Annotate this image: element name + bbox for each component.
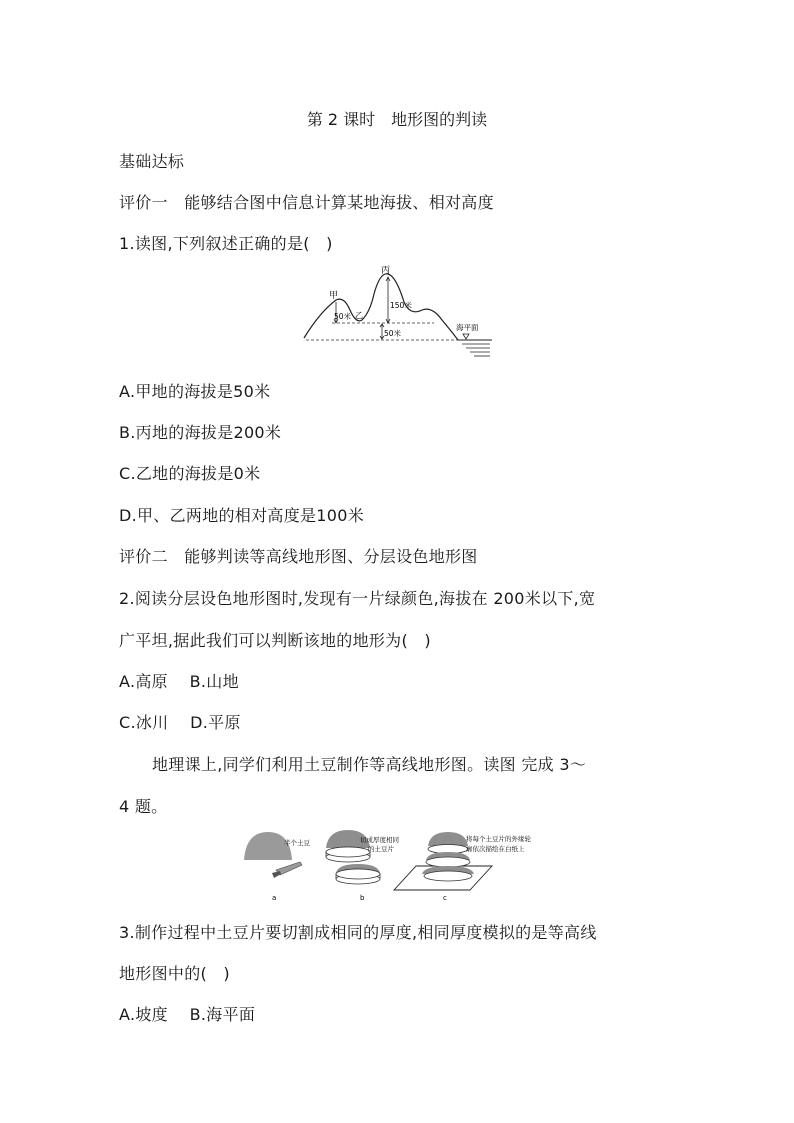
intro-line-1: 地理课上,同学们利用土豆制作等高线地形图。读图 完成 3～ <box>152 755 587 774</box>
intro-line-2: 4 题。 <box>119 797 168 816</box>
question-1-option-a: A.甲地的海拔是50米 <box>119 382 271 401</box>
question-1-stem: 1.读图,下列叙述正确的是( ) <box>119 234 333 253</box>
section-heading: 基础达标 <box>119 152 185 171</box>
trace-label-line-1: 将每个土豆片的外缘轮 <box>466 835 531 843</box>
evaluation-heading-1: 评价一 能够结合图中信息计算某地海拔、相对高度 <box>119 193 494 212</box>
cut-label-line-1: 切成厚度相同 <box>360 836 399 844</box>
page-title: 第 2 课时 地形图的判读 <box>306 110 488 129</box>
label-b: b <box>360 894 365 902</box>
label-c: c <box>443 894 447 902</box>
height-label-50-a: 50米 <box>334 312 352 321</box>
height-label-150: 150米 <box>390 301 412 310</box>
cut-label-line-2: 的土豆片 <box>368 845 394 853</box>
trace-label-line-2: 廓依次描绘在白纸上 <box>466 845 525 853</box>
sea-level-label: 海平面 <box>456 323 479 332</box>
evaluation-heading-2: 评价二 能够判读等高线地形图、分层设色地形图 <box>119 547 478 566</box>
question-1-option-d: D.甲、乙两地的相对高度是100米 <box>119 506 365 525</box>
question-1-option-c: C.乙地的海拔是0米 <box>119 464 261 483</box>
question-3-stem-line-1: 3.制作过程中土豆片要切割成相同的厚度,相同厚度模拟的是等高线 <box>119 923 597 942</box>
label-yi: 乙 <box>355 311 363 320</box>
question-2-options-row-1: A.高原 B.山地 <box>119 672 239 691</box>
label-jia: 甲 <box>329 291 339 301</box>
height-label-50-b: 50米 <box>384 329 402 338</box>
label-a: a <box>272 894 277 902</box>
question-2-stem-line-2: 广平坦,据此我们可以判断该地的地形为( ) <box>119 631 431 650</box>
question-1-option-b: B.丙地的海拔是200米 <box>119 423 282 442</box>
question-3-options-row-1: A.坡度 B.海平面 <box>119 1005 256 1024</box>
label-bing: 丙 <box>381 266 391 276</box>
question-3-stem-line-2: 地形图中的( ) <box>119 964 230 983</box>
potato-demo-figure <box>236 826 562 906</box>
question-2-stem-line-1: 2.阅读分层设色地形图时,发现有一片绿颜色,海拔在 200米以下,宽 <box>119 589 596 608</box>
question-2-options-row-2: C.冰川 D.平原 <box>119 713 241 732</box>
terrain-profile-figure <box>300 262 496 366</box>
knife-handle-icon <box>272 871 281 878</box>
half-potato-label: 半个土豆 <box>284 839 310 847</box>
terrain-line <box>304 274 458 340</box>
sea-level-marker-icon <box>463 334 469 339</box>
